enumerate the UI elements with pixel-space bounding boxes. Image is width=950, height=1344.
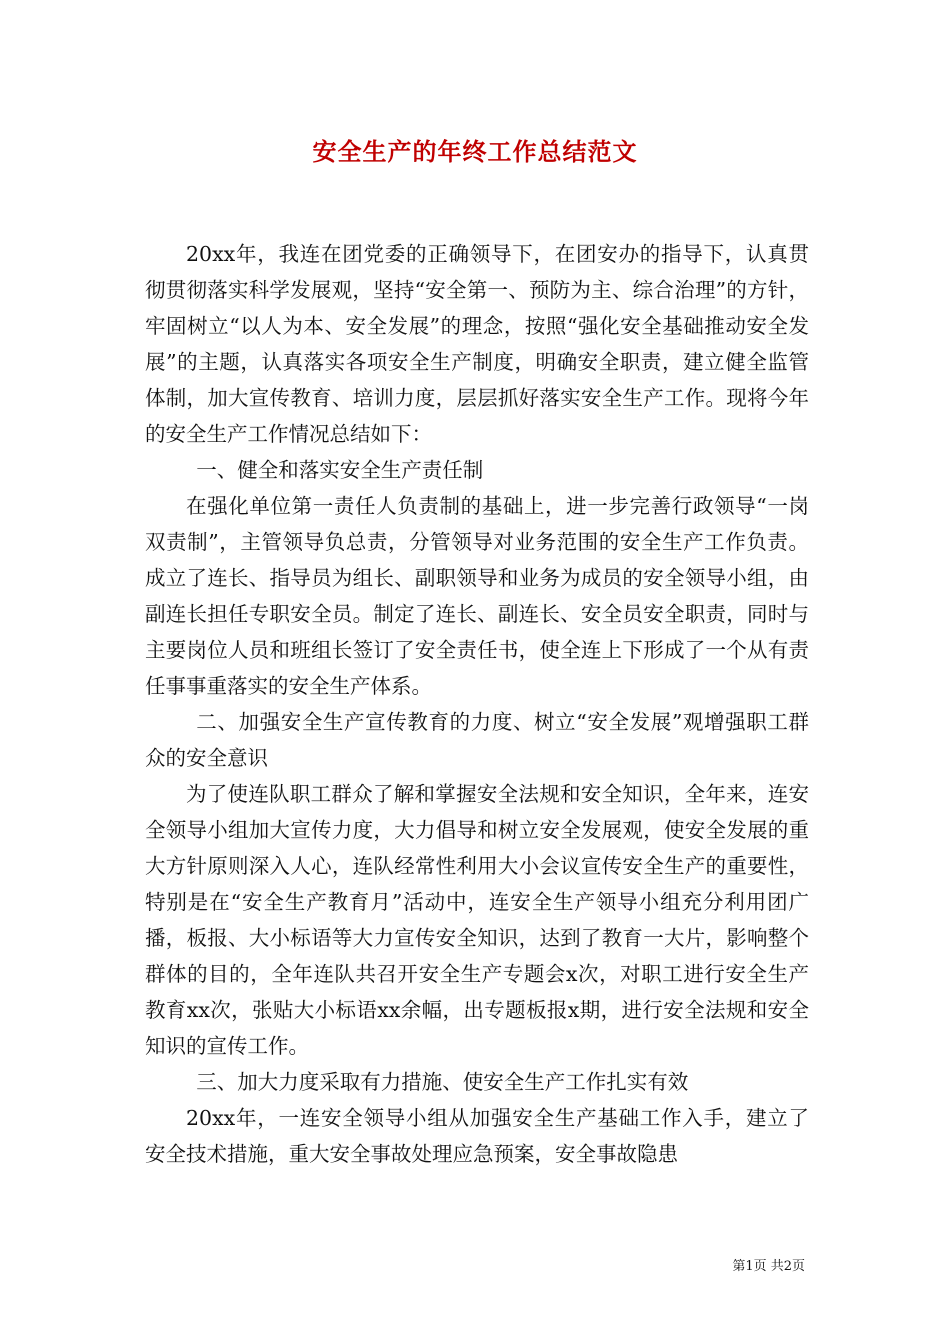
paragraph-section-3: 20xx年，一连安全领导小组从加强安全生产基础工作入手，建立了安全技术措施，重大安全事故处理应急预案，安全事故隐患: [145, 1106, 809, 1166]
document-body: [145, 236, 809, 1172]
section-heading-1: 一、健全和落实安全生产责任制: [196, 458, 484, 482]
paragraph-intro: 20xx年，我连在团党委的正确领导下，在团安办的指导下，认真贯彻贯彻落实科学发展观，坚持“安全第一、预防为主、综合治理”的方针，牢固树立“以人为本、安全发展”的理念，按照“强化安全基础推动安全发展”的主题，认真落实各项安全生产制度，明确安全职责，建立健全监管体制，加大宣传教育、培训力度，层层抓好落实安全生产工作。现将今年的安全生产工作情况总结如下：: [145, 242, 809, 446]
page-number: 第1页 共2页: [732, 1259, 805, 1274]
section-heading-3: 三、加大力度采取有力措施、使安全生产工作扎实有效: [196, 1070, 689, 1094]
paragraph-section-2: 为了使连队职工群众了解和掌握安全法规和安全知识，全年来，连安全领导小组加大宣传力度，大力倡导和树立安全发展观，使安全发展的重大方针原则深入人心，连队经常性利用大小会议宣传安全生产的重要性，特别是在“安全生产教育月”活动中，连安全生产领导小组充分利用团广播，板报、大小标语等大力宣传安全知识，达到了教育一大片，影响整个群体的目的，全年连队共召开安全生产专题会x次，对职工进行安全生产教育xx次，张贴大小标语xx余幅，出专题板报x期，进行安全法规和安全知识的宣传工作。: [145, 782, 809, 1058]
paragraph-section-1: 在强化单位第一责任人负责制的基础上，进一步完善行政领导“一岗双责制”，主管领导负总责，分管领导对业务范围的安全生产工作负责。成立了连长、指导员为组长、副职领导和业务为成员的安全领导小组，由副连长担任专职安全员。制定了连长、副连长、安全员安全职责，同时与主要岗位人员和班组长签订了安全责任书，使全连上下形成了一个从有责任事事重落实的安全生产体系。: [145, 494, 809, 698]
document-title: 安全生产的年终工作总结范文: [312, 137, 638, 166]
section-heading-2: 二、加强安全生产宣传教育的力度、树立“安全发展”观增强职工群众的安全意识: [145, 710, 809, 770]
